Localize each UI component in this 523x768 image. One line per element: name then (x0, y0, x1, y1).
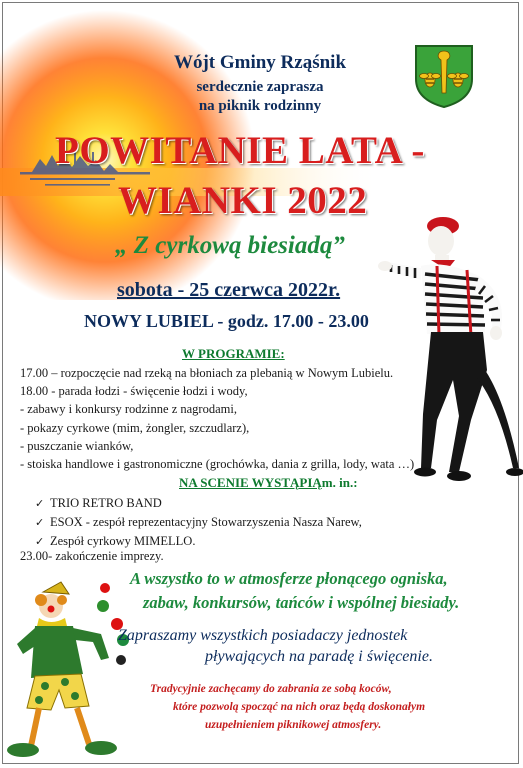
atmosphere-line-2: zabaw, konkursów, tańców i wspólnej biesiady. (143, 593, 460, 612)
stage-heading-text: NA SCENIE WYSTĄPIĄ (179, 475, 322, 490)
note-line-2: które pozwolą spocząć na nich oraz będą doskonałym (173, 701, 426, 713)
subtitle: „ Z cyrkową biesiadą” (115, 232, 345, 259)
bee-coat-of-arms-icon (413, 43, 475, 109)
invitation-line-1: Zapraszamy wszystkich posiadaczy jednostek (118, 627, 408, 644)
invitation-line-2: pływających na paradę i święcenie. (205, 648, 433, 665)
checkmark-icon: ✓ (35, 516, 45, 529)
event-date: sobota - 25 czerwca 2022r. (117, 279, 341, 301)
event-place-time: NOWY LUBIEL - godz. 17.00 - 23.00 (84, 311, 369, 331)
program-item: - zabawy i konkursy rodzinne z nagrodami, (20, 402, 237, 417)
checkmark-icon: ✓ (35, 535, 45, 548)
program-item: - stoiska handlowe i gastronomiczne (grochówka, dania z grilla, lody, wata …) (20, 457, 415, 472)
note-line-3: uzupełnieniem piknikowej atmosfery. (205, 719, 382, 731)
stage-item (35, 513, 362, 532)
invite-line-1: serdecznie zaprasza (196, 79, 324, 95)
stage-heading-suffix: m. in.: (321, 475, 358, 490)
event-end: 23.00- zakończenie imprezy. (20, 549, 164, 563)
invite-line-2: na piknik rodzinny (198, 98, 322, 114)
stage-list (35, 494, 362, 551)
program-item: - puszczanie wianków, (20, 438, 134, 453)
checkmark-icon: ✓ (35, 497, 45, 510)
program-item: 18.00 - parada łodzi - święcenie łodzi i wody, (20, 384, 248, 399)
program-heading: W PROGRAMIE: (182, 346, 285, 361)
program-item: - pokazy cyrkowe (mim, żongler, szczudlarz), (20, 420, 250, 435)
stage-item-text: Zespół cyrkowy MIMELLO. (50, 534, 196, 548)
program-list (20, 364, 470, 473)
organizer: Wójt Gminy Rząśnik (173, 52, 347, 73)
stage-heading (179, 475, 358, 491)
juggling-clown-figure (5, 578, 135, 763)
stage-item (35, 494, 362, 513)
stage-item-text: ESOX - zespół reprezentacyjny Stowarzyszenia Nasza Narew, (50, 515, 362, 529)
program-item: 17.00 – rozpoczęcie nad rzeką na błoniach za plebanią w Nowym Lubielu. (20, 366, 394, 380)
title-line-2: WIANKI 2022 (118, 179, 368, 222)
note-line-1: Tradycyjnie zachęcamy do zabrania ze sobą koców, (150, 683, 392, 695)
title-line-1: POWITANIE LATA - (55, 129, 425, 172)
atmosphere-line-1: A wszystko to w atmosferze płonącego ogniska, (130, 569, 448, 588)
stage-item-text: TRIO RETRO BAND (50, 496, 162, 510)
